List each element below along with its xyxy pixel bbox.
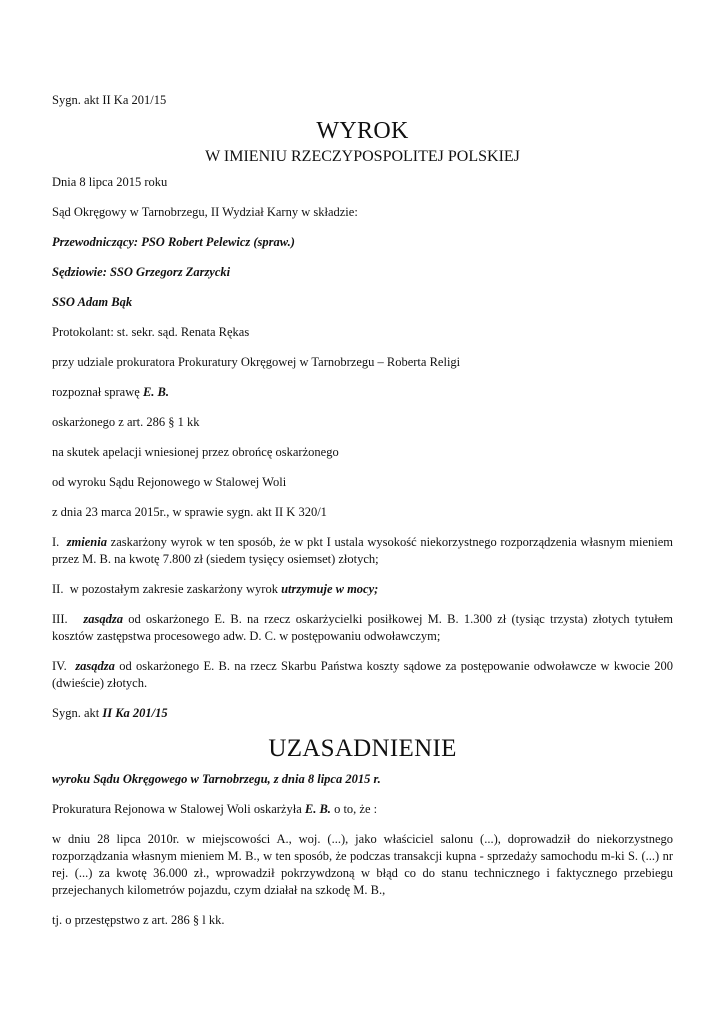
item-keyword: zasądza [83,612,123,626]
item-number: I. [52,535,60,549]
heard-case-line [52,384,673,401]
offence-line: tj. o przestępstwo z art. 286 § l kk. [52,913,225,927]
case-signature-second [52,705,673,722]
case-signature-top: Sygn. akt II Ka 201/15 [52,93,167,107]
justification-title: UZASADNIENIE [268,735,457,762]
verdict-item-2 [52,581,673,598]
verdict-item-3 [52,611,673,645]
item-keyword: zasądza [75,659,115,673]
court-composition: Sąd Okręgowy w Tarnobrzegu, II Wydział Karny w składzie: [52,205,358,219]
charge-suffix: o to, że : [330,802,378,816]
from-judgment-line: od wyroku Sądu Rejonowego w Stalowej Woli [52,475,287,489]
presiding-judge: Przewodniczący: PSO Robert Pelewicz (spraw.) [52,235,295,249]
item-keyword: zmienia [66,535,107,549]
verdict-subtitle: W IMIENIU RZECZYPOSPOLITEJ POLSKIEJ [205,148,520,165]
case-reference-line: z dnia 23 marca 2015r., w sprawie sygn. akt II K 320/1 [52,505,327,519]
judges-line-2: SSO Adam Bąk [52,295,133,309]
prosecutor-line: przy udziale prokuratora Prokuratury Okręgowej w Tarnobrzegu – Roberta Religi [52,355,461,369]
item-number: II. [52,582,64,596]
heard-prefix: rozpoznał sprawę [52,385,143,399]
verdict-date: Dnia 8 lipca 2015 roku [52,175,168,189]
charge-line [52,801,673,818]
appeal-line: na skutek apelacji wniesionej przez obrońcę oskarżonego [52,445,339,459]
signature-prefix: Sygn. akt [52,706,103,720]
item-text: od oskarżonego E. B. na rzecz Skarbu Państwa koszty sądowe za postępowanie odwoławcze w kwocie 200 (dwieście) złotych. [52,659,674,690]
charge-prefix: Prokuratura Rejonowa w Stalowej Woli oskarżyła [52,802,305,816]
item-number: III. [52,612,68,626]
charged-person: E. B. [304,802,331,816]
defendant-name: E. B. [142,385,169,399]
item-number: IV. [52,659,67,673]
item-keyword: utrzymuje w mocy; [281,582,379,596]
verdict-item-4 [52,658,673,692]
item-text: w pozostałym zakresie zaskarżony wyrok [69,582,282,596]
court-clerk: Protokolant: st. sekr. sąd. Renata Rękas [52,325,250,339]
verdict-item-1 [52,534,673,568]
judges-line-1: Sędziowie: SSO Grzegorz Zarzycki [52,265,231,279]
accused-of-line: oskarżonego z art. 286 § 1 kk [52,415,200,429]
justification-subtitle: wyroku Sądu Okręgowego w Tarnobrzegu, z dnia 8 lipca 2015 r. [52,772,381,786]
item-text: zaskarżony wyrok w ten sposób, że w pkt I ustala wysokość niekorzystnego rozporządzenia własnym mieniem przez M. B. na kwotę 7.800 zł (siedem tysięcy osiemset) złotych; [52,535,674,566]
signature-number: II Ka 201/15 [102,706,168,720]
facts-paragraph: w dniu 28 lipca 2010r. w miejscowości A., woj. (...), jako właściciel salonu (...), doprowadził do niekorzystnego rozporządzania własnym mieniem M. B., w ten sposób, że podczas transakcji kupna - sprzedaży samochodu m-ki S. (...) nr rej. (...) za kwotę 36.000 zł., wprowadził pokrzywdzoną w błąd co do stanu technicznego i faktycznego przebiegu przejechanych kilometrów pojazdu, czym działał na szkodę M. B., [52,832,673,897]
item-text: od oskarżonego E. B. na rzecz oskarżycielki posiłkowej M. B. 1.300 zł (tysiąc trzysta) złotych tytułem kosztów zastępstwa procesowego adw. D. C. w postępowaniu odwoławczym; [52,612,673,643]
verdict-title: WYROK [316,118,409,144]
